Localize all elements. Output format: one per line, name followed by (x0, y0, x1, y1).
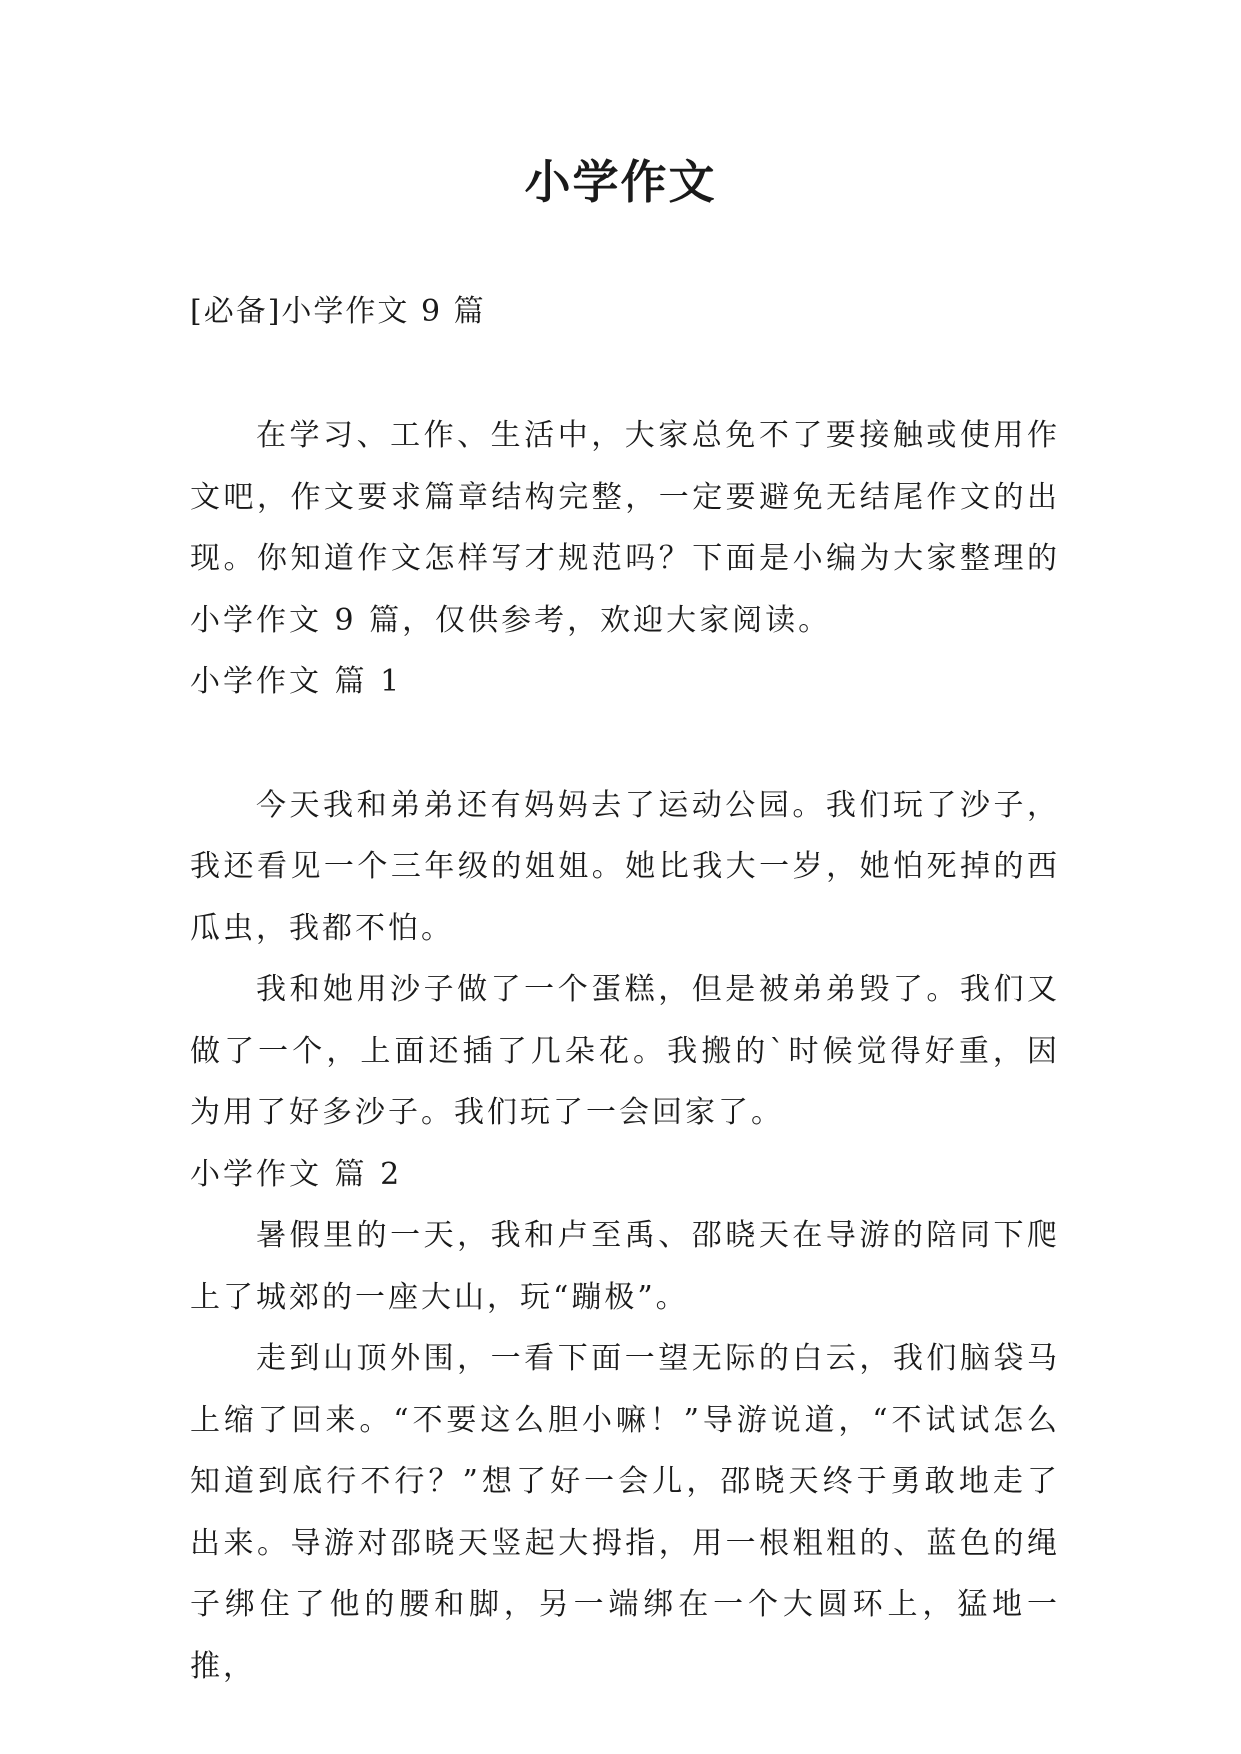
section-heading-1: 小学作文 篇 1 (190, 664, 403, 699)
document-body (190, 405, 1060, 1697)
document-title: 小学作文 (524, 155, 717, 209)
section-heading-2: 小学作文 篇 2 (190, 1156, 403, 1192)
section-2-paragraph-2: 走到山顶外围，一看下面一望无际的白云，我们脑袋马上缩了回来。“不要这么胆小嘛！”导游说道，“不试试怎么知道到底行不行？”想了好一会儿，邵晓天终于勇敢地走了出来。导游对邵晓天竖起大拇指，用一根粗粗的、蓝色的绳子绑住了他的腰和脚，另一端绑在一个大圆环上，猛地一推， (190, 1341, 1060, 1684)
section-1-paragraph-2: 我和她用沙子做了一个蛋糕，但是被弟弟毁了。我们又做了一个，上面还插了几朵花。我搬的`时候觉得好重，因为用了好多沙子。我们玩了一会回家了。 (190, 972, 1060, 1130)
blank-line (190, 713, 1060, 775)
intro-paragraph: 在学习、工作、生活中，大家总免不了要接触或使用作文吧，作文要求篇章结构完整，一定要避免无结尾作文的出现。你知道作文怎样写才规范吗？下面是小编为大家整理的小学作文 9 篇，仅供参考，欢迎大家阅读。 (190, 418, 1060, 638)
section-2-paragraph-1: 暑假里的一天，我和卢至禹、邵晓天在导游的陪同下爬上了城郊的一座大山，玩“蹦极”。 (190, 1218, 1060, 1315)
section-1-paragraph-1: 今天我和弟弟还有妈妈去了运动公园。我们玩了沙子，我还看见一个三年级的姐姐。她比我大一岁，她怕死掉的西瓜虫，我都不怕。 (190, 787, 1060, 946)
document-subtitle: [必备]小学作文 9 篇 (190, 294, 486, 329)
